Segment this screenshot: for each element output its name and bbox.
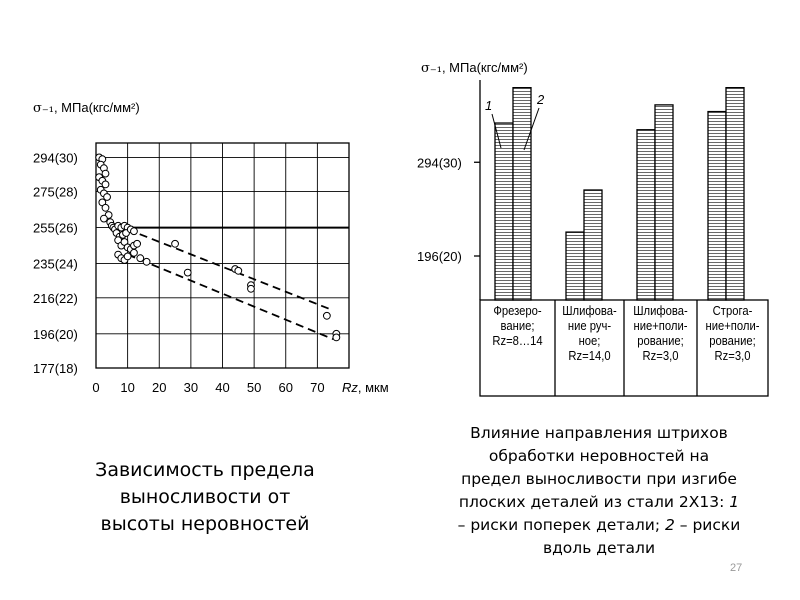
- data-point: [323, 312, 330, 319]
- y-axis-label: σ₋₁, МПа(кгс/мм²): [33, 100, 140, 116]
- y-axis-label: σ₋₁, МПа(кгс/мм²): [421, 60, 528, 76]
- bar-series-1: [637, 130, 655, 300]
- data-point: [235, 267, 242, 274]
- x-tick-label: 40: [215, 380, 230, 395]
- data-point: [137, 255, 144, 262]
- caption-line: [418, 514, 780, 537]
- category-text: вание;: [500, 319, 535, 333]
- caption-line: высоты неровностей: [100, 513, 310, 535]
- page-number: 27: [730, 562, 743, 574]
- y-tick-labels: [33, 150, 78, 376]
- series-label-2: 2: [537, 92, 545, 107]
- category-text: Шлифова-: [562, 304, 617, 318]
- data-point: [124, 253, 131, 260]
- y-tick-label: 196(20): [417, 249, 462, 264]
- category-text: рование;: [637, 334, 684, 348]
- category-text: ние+поли-: [705, 319, 760, 333]
- bar-series-2: [655, 105, 673, 300]
- bar-series-1: [566, 232, 584, 300]
- data-points: [96, 154, 340, 341]
- data-point: [172, 240, 179, 247]
- data-point: [184, 269, 191, 276]
- category-rz: Rz=8…14: [492, 334, 543, 348]
- y-tick-label: 235(24): [33, 256, 78, 272]
- category-cell-grinding-polishing: [628, 304, 694, 364]
- category-rz: Rz=3,0: [642, 349, 679, 363]
- x-tick-label: 50: [246, 380, 262, 395]
- data-point: [143, 258, 150, 265]
- data-point: [248, 285, 255, 292]
- scatter-chart: [33, 100, 389, 395]
- data-point: [134, 240, 141, 247]
- bar-series-2: [513, 88, 531, 300]
- category-rz: Rz=14,0: [568, 349, 611, 363]
- bar-series-2: [584, 190, 602, 300]
- caption-text: – риски поперек детали;: [457, 516, 665, 534]
- caption-line: предел выносливости при изгибе: [461, 470, 737, 488]
- right-caption: [418, 422, 780, 560]
- bar-series-1: [495, 123, 513, 300]
- y-tick-label: 294(30): [417, 155, 462, 171]
- y-tick-label: 275(28): [33, 184, 78, 200]
- data-point: [102, 204, 109, 211]
- x-tick-label: 30: [183, 380, 199, 395]
- y-tick-label: 177(18): [33, 361, 78, 376]
- bar-series-2: [726, 88, 744, 300]
- caption-text: – риски: [674, 516, 741, 534]
- category-text: Шлифова-: [633, 304, 688, 318]
- category-text: ние руч-: [567, 319, 612, 333]
- caption-line: Влияние направления штрихов: [470, 424, 728, 442]
- caption-line: вдоль детали: [542, 539, 656, 557]
- category-cell-planing-polishing: [701, 304, 765, 364]
- x-tick-label: 20: [152, 380, 167, 395]
- x-tick-labels: [92, 380, 324, 395]
- data-point: [333, 334, 340, 341]
- data-point: [102, 170, 109, 177]
- x-tick-label: 0: [92, 380, 100, 395]
- caption-line: выносливости от: [119, 486, 291, 508]
- caption-line: [418, 491, 780, 514]
- category-text: ное;: [578, 334, 601, 348]
- upper-trend-line: [128, 229, 334, 310]
- x-tick-label: 10: [120, 380, 135, 395]
- data-point: [131, 228, 138, 235]
- caption-text: плоских деталей из стали 2Х13:: [458, 493, 730, 511]
- category-text: рование;: [709, 334, 756, 348]
- y-ticks: [417, 155, 480, 264]
- y-tick-label: 294(30): [33, 150, 78, 166]
- category-rz: Rz=3,0: [714, 349, 751, 363]
- y-tick-label: 216(22): [33, 290, 78, 306]
- bars: [495, 88, 744, 300]
- data-point: [101, 215, 108, 222]
- caption-line: Зависимость предела: [95, 459, 315, 481]
- category-text: Строга-: [712, 304, 753, 318]
- bar-series-1: [708, 112, 726, 300]
- data-point: [131, 249, 138, 256]
- category-cell-milling: [484, 304, 552, 349]
- x-tick-label: 60: [278, 380, 293, 395]
- caption-number: 1: [729, 493, 740, 511]
- category-cell-hand-grinding: [558, 304, 620, 364]
- y-tick-label: 255(26): [33, 220, 78, 236]
- x-axis-label: Rz, мкм: [342, 380, 389, 395]
- category-text: ние+поли-: [633, 319, 688, 333]
- series-label-1: 1: [485, 98, 493, 113]
- lower-trend-line: [128, 255, 334, 340]
- caption-line: обработки неровностей на: [488, 447, 710, 465]
- x-tick-label: 70: [310, 380, 325, 395]
- left-caption: [40, 457, 370, 538]
- category-text: Фрезеро-: [493, 304, 542, 318]
- y-tick-label: 196(20): [33, 326, 78, 342]
- caption-number: 2: [664, 516, 675, 534]
